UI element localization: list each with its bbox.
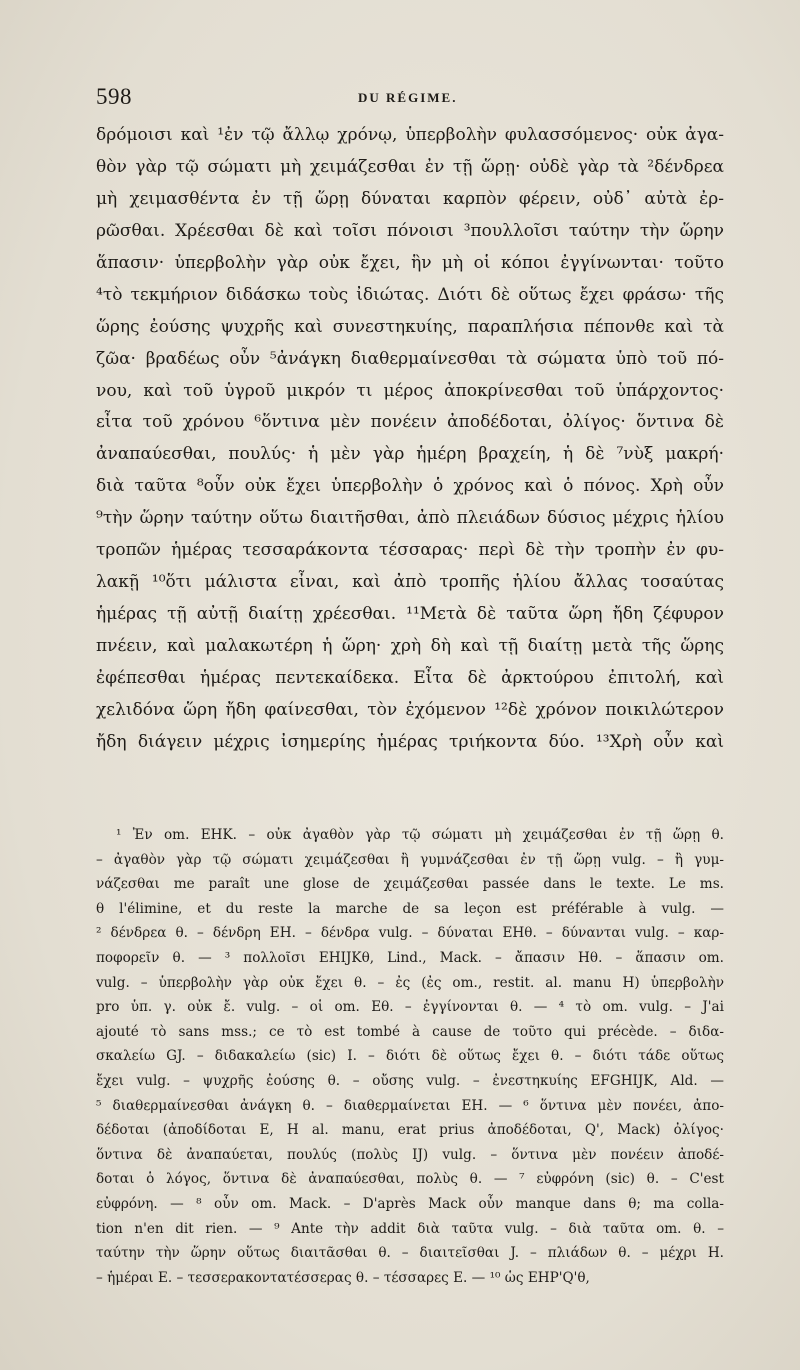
text-line: πνέειν, καὶ μαλακωτέρη ἡ ὥρη· χρὴ δὴ καὶ τῇ διαίτῃ μετὰ τῆς ὥρης	[96, 636, 724, 656]
footnote-line: θ l'élimine, et du reste la marche de sa leçon est préférable à vulg. —	[96, 900, 724, 917]
page-header	[96, 84, 726, 114]
text-line: ζῶα· βραδέως οὖν ⁵ἀνάγκη διαθερμαίνεσθαι τὰ σώματα ὑπὸ τοῦ πό-	[96, 348, 724, 369]
text-line: μὴ χειμασθέντα ἐν τῇ ὥρῃ δύναται καρπὸν φέρειν, οὐδ᾽ αὐτὰ ἐρ-	[96, 188, 724, 209]
footnote-line: ταύτην τὴν ὥρην οὕτως διαιτᾶσθαι θ. – διαιτεῖσθαι J. – πλιάδων θ. – μέχρι H.	[96, 1245, 724, 1262]
text-line: ⁹τὴν ὥρην ταύτην οὕτω διαιτῆσθαι, ἀπὸ πλειάδων δύσιος μέχρις ἡλίου	[96, 508, 724, 529]
text-line: ἀναπαύεσθαι, πουλύς· ἡ μὲν γὰρ ἡμέρη βραχείη, ἡ δὲ ⁷νὺξ μακρή·	[96, 444, 724, 465]
footnote-line: tion n'en dit rien. — ⁹ Ante τὴν addit διὰ ταῦτα vulg. – διὰ ταῦτα om. θ. –	[96, 1220, 724, 1237]
text-line: ἅπασιν· ὑπερβολὴν γὰρ οὐκ ἔχει, ἣν μὴ οἱ κόποι ἐγγίνωνται· τοῦτο	[96, 252, 724, 273]
footnote-line: ποφορεῖν θ. — ³ πολλοῖσι EHIJKθ, Lind., Mack. – ἄπασιν Hθ. – ἅπασιν om.	[96, 949, 724, 966]
footnote-line: ajouté τὸ sans mss.; ce τὸ est tombé à cause de τοῦτο qui précède. – διδα-	[96, 1023, 724, 1040]
text-line: ἐφέπεσθαι ἡμέρας πεντεκαίδεκα. Εἶτα δὲ ἀρκτούρου ἐπιτολή, καὶ	[96, 667, 724, 688]
footnote-line: ⁵ διαθερμαίνεσθαι ἀνάγκη θ. – διαθερμαίνεται EH. — ⁶ ὅντινα μὲν πονέει, ἀπο-	[96, 1097, 724, 1114]
text-line: διὰ ταῦτα ⁸οὖν οὐκ ἔχει ὑπερβολὴν ὁ χρόνος καὶ ὁ πόνος. Χρὴ οὖν	[96, 476, 724, 497]
footnote-line: σκαλείω GJ. – διδακαλείω (sic) I. – διότι δὲ οὕτως ἔχει θ. – διότι τάδε οὕτως	[96, 1048, 724, 1065]
footnote-line: νάζεσθαι me paraît une glose de χειμάζεσθαι passée dans le texte. Le ms.	[96, 876, 724, 893]
text-line: εἶτα τοῦ χρόνου ⁶ὅντινα μὲν πονέειν ἀποδέδοται, ὀλίγος· ὅντινα δὲ	[96, 412, 724, 433]
footnote-line: – ἀγαθὸν γὰρ τῷ σώματι χειμάζεσθαι ἢ γυμνάζεσθαι ἐν τῇ ὥρῃ vulg. – ἢ γυμ-	[96, 851, 724, 868]
text-line: λακῇ ¹⁰ὅτι μάλιστα εἶναι, καὶ ἀπὸ τροπῆς ἡλίου ἄλλας τοσαύτας	[96, 572, 724, 593]
text-line: ἤδη διάγειν μέχρις ἰσημερίης ἡμέρας τριήκοντα δύο. ¹³Χρὴ οὖν καὶ	[96, 731, 724, 752]
text-line: τροπῶν ἡμέρας τεσσαράκοντα τέσσαρας· περὶ δὲ τὴν τροπὴν ἐν φυ-	[96, 540, 724, 561]
main-text	[96, 120, 724, 759]
footnote-line: δοται ὁ λόγος, ὅντινα δὲ ἀναπαύεσθαι, πολὺς θ. — ⁷ εὐφρόνη (sic) θ. – C'est	[96, 1171, 724, 1188]
text-line: ὥρης ἐούσης ψυχρῆς καὶ συνεστηκυίης, παραπλήσια πέπονθε καὶ τὰ	[96, 316, 724, 337]
text-line: δρόμοισι καὶ ¹ἐν τῷ ἄλλῳ χρόνῳ, ὑπερβολὴν φυλασσόμενος· οὐκ ἀγα-	[96, 125, 724, 145]
footnote-line: ¹ Ἐν om. EHK. – οὐκ ἀγαθὸν γὰρ τῷ σώματι μὴ χειμάζεσθαι ἐν τῇ ὥρῃ θ.	[116, 827, 724, 843]
footnote-line: ² δένδρεα θ. – δένδρη EH. – δένδρα vulg. – δύναται EHθ. – δύνανται vulg. – καρ-	[96, 925, 724, 942]
footnotes	[96, 823, 724, 1290]
text-line: θὸν γὰρ τῷ σώματι μὴ χειμάζεσθαι ἐν τῇ ὥρῃ· οὐδὲ γὰρ τὰ ²δένδρεα	[96, 156, 724, 177]
text-line: νου, καὶ τοῦ ὑγροῦ μικρόν τι μέρος ἀποκρίνεσθαι τοῦ ὑπάρχοντος·	[96, 380, 724, 401]
text-line: χελιδόνα ὥρη ἤδη φαίνεσθαι, τὸν ἐχόμενον ¹²δὲ χρόνον ποικιλώτερον	[96, 699, 724, 720]
footnote-line: ἔχει vulg. – ψυχρῆς ἐούσης θ. – οὔσης vulg. – ἐνεστηκυίης EFGHIJK, Ald. —	[96, 1072, 724, 1089]
footnote-line: – ἡμέραι E. – τεσσερακοντατέσσερας θ. – τέσσαρες E. — ¹⁰ ὡς EHP'Q'θ,	[96, 1269, 590, 1286]
footnote-line: ὅντινα δὲ ἀναπαύεται, πουλύς (πολὺς IJ) vulg. – ὅντινα μὲν πονέειν ἀποδέ-	[96, 1146, 724, 1163]
footnote-line: εὐφρόνη. — ⁸ οὖν om. Mack. – D'après Mack οὖν manque dans θ; ma colla-	[96, 1195, 724, 1212]
footnote-line: vulg. – ὑπερβολὴν γὰρ οὐκ ἔχει θ. – ἐς (ἐς om., restit. al. manu H) ὑπερβολὴν	[96, 974, 724, 991]
page-number: 598	[96, 84, 132, 109]
footnote-line: pro ὑπ. γ. οὐκ ἔ. vulg. – οἱ om. Eθ. – ἐγγίνονται θ. — ⁴ τὸ om. vulg. – J'ai	[96, 999, 724, 1016]
text-line: ⁴τὸ τεκμήριον διδάσκω τοὺς ἰδιώτας. Διότι δὲ οὕτως ἔχει φράσω· τῆς	[96, 284, 724, 305]
text-line: ρῶσθαι. Χρέεσθαι δὲ καὶ τοῖσι πόνοισι ³πουλλοῖσι ταύτην τὴν ὥρην	[96, 220, 724, 241]
running-title: DU RÉGIME.	[358, 90, 458, 105]
footnote-line: δέδοται (ἀποδίδοται E, H al. manu, erat prius ἀποδέδοται, Q', Mack) ὀλίγος·	[96, 1122, 724, 1139]
text-line: ἡμέρας τῇ αὐτῇ διαίτῃ χρέεσθαι. ¹¹Μετὰ δὲ ταῦτα ὥρη ἤδη ζέφυρον	[96, 604, 724, 625]
